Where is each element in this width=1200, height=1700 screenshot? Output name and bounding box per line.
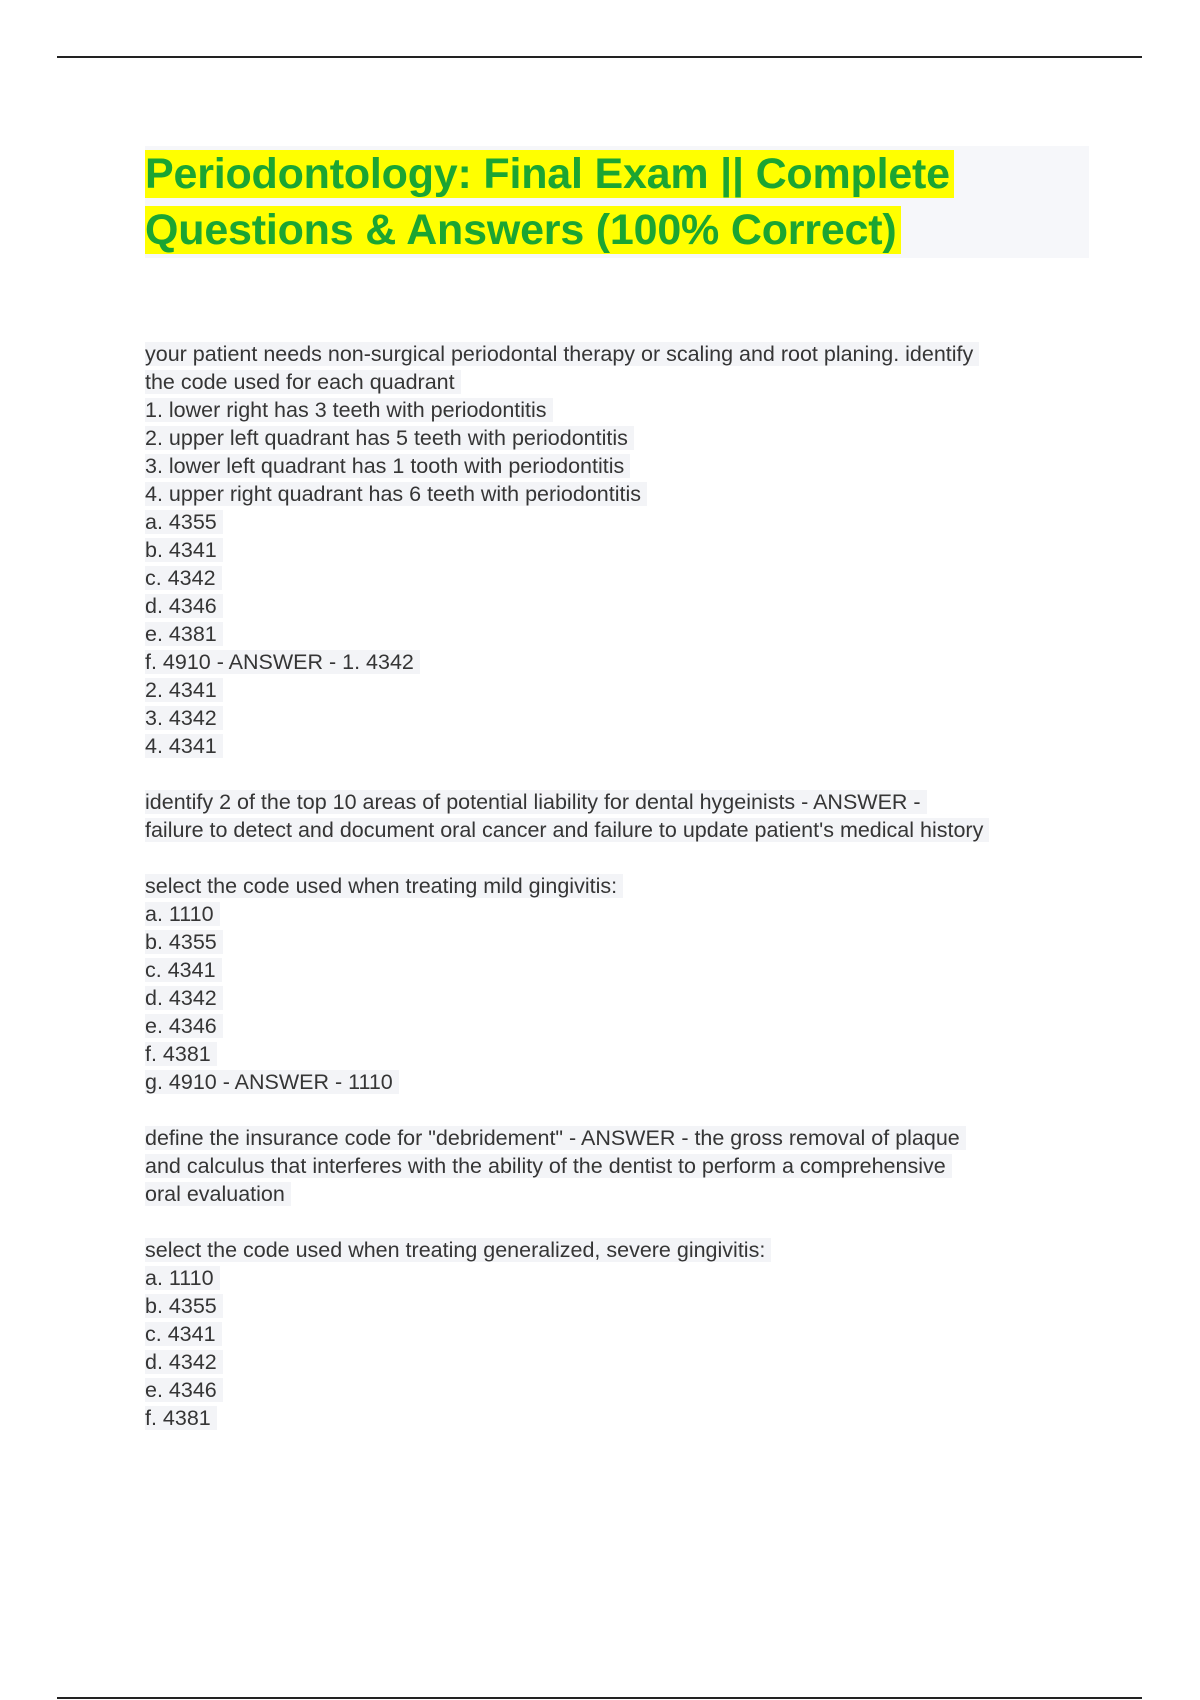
qa-line-text: define the insurance code for "debridement" - ANSWER - the gross removal of plaque [145, 1126, 966, 1150]
qa-line-text: f. 4910 - ANSWER - 1. 4342 [145, 650, 420, 674]
qa-line-text: e. 4346 [145, 1378, 223, 1402]
qa-line-text: e. 4346 [145, 1014, 223, 1038]
qa-line [145, 816, 1105, 844]
qa-line-text: 2. 4341 [145, 678, 223, 702]
document-body [145, 340, 1105, 1460]
qa-line-text: select the code used when treating generalized, severe gingivitis: [145, 1238, 771, 1262]
title-line-2: Questions & Answers (100% Correct) [145, 206, 901, 254]
qa-line-text: c. 4341 [145, 1322, 222, 1346]
qa-line [145, 1404, 1105, 1432]
qa-line [145, 732, 1105, 760]
qa-item [145, 1236, 1105, 1432]
qa-line [145, 1152, 1105, 1180]
qa-line-text: b. 4355 [145, 930, 223, 954]
footer-rule [57, 1697, 1142, 1699]
qa-line-text: 2. upper left quadrant has 5 teeth with periodontitis [145, 426, 634, 450]
qa-line [145, 1264, 1105, 1292]
qa-line [145, 900, 1105, 928]
qa-line [145, 592, 1105, 620]
qa-line [145, 1376, 1105, 1404]
qa-line-text: 4. 4341 [145, 734, 223, 758]
qa-item [145, 340, 1105, 760]
qa-line-text: oral evaluation [145, 1182, 291, 1206]
qa-line [145, 1236, 1105, 1264]
qa-line [145, 872, 1105, 900]
qa-line [145, 564, 1105, 592]
header-rule [57, 56, 1142, 58]
qa-line-text: 1. lower right has 3 teeth with periodontitis [145, 398, 553, 422]
qa-line-text: select the code used when treating mild gingivitis: [145, 874, 623, 898]
qa-line [145, 676, 1105, 704]
qa-line-text: d. 4342 [145, 986, 223, 1010]
qa-line-text: 3. lower left quadrant has 1 tooth with periodontitis [145, 454, 630, 478]
qa-line-text: g. 4910 - ANSWER - 1110 [145, 1070, 399, 1094]
qa-line-text: c. 4341 [145, 958, 222, 982]
qa-line-text: the code used for each quadrant [145, 370, 461, 394]
qa-line-text: 4. upper right quadrant has 6 teeth with periodontitis [145, 482, 647, 506]
qa-line [145, 1180, 1105, 1208]
qa-line-text: a. 4355 [145, 510, 223, 534]
qa-line-text: b. 4341 [145, 538, 223, 562]
qa-item [145, 1124, 1105, 1208]
qa-line-text: a. 1110 [145, 902, 220, 926]
document-title [145, 146, 1089, 258]
qa-line [145, 1292, 1105, 1320]
qa-line [145, 788, 1105, 816]
qa-line [145, 396, 1105, 424]
qa-line-text: and calculus that interferes with the ability of the dentist to perform a comprehensive [145, 1154, 952, 1178]
qa-line-text: d. 4342 [145, 1350, 223, 1374]
qa-line-text: 3. 4342 [145, 706, 223, 730]
qa-line [145, 368, 1105, 396]
qa-line [145, 620, 1105, 648]
qa-line [145, 340, 1105, 368]
qa-line-text: b. 4355 [145, 1294, 223, 1318]
qa-line-text: failure to detect and document oral cancer and failure to update patient's medical history [145, 818, 989, 842]
qa-line-text: d. 4346 [145, 594, 223, 618]
qa-line-text: e. 4381 [145, 622, 223, 646]
qa-line [145, 536, 1105, 564]
qa-line-text: c. 4342 [145, 566, 222, 590]
title-line-1: Periodontology: Final Exam || Complete [145, 150, 954, 198]
qa-item [145, 788, 1105, 844]
qa-line [145, 956, 1105, 984]
qa-line [145, 648, 1105, 676]
qa-line-text: a. 1110 [145, 1266, 220, 1290]
qa-item [145, 872, 1105, 1096]
qa-line [145, 1320, 1105, 1348]
qa-line [145, 704, 1105, 732]
qa-line [145, 1040, 1105, 1068]
qa-line-text: f. 4381 [145, 1406, 217, 1430]
qa-line [145, 1068, 1105, 1096]
qa-line [145, 480, 1105, 508]
qa-line [145, 1012, 1105, 1040]
qa-line [145, 928, 1105, 956]
qa-line [145, 1124, 1105, 1152]
qa-line [145, 452, 1105, 480]
qa-line [145, 1348, 1105, 1376]
qa-line [145, 984, 1105, 1012]
qa-line-text: identify 2 of the top 10 areas of potential liability for dental hygeinists - ANSWER - [145, 790, 927, 814]
qa-line-text: your patient needs non-surgical periodontal therapy or scaling and root planing. identify [145, 342, 979, 366]
qa-line-text: f. 4381 [145, 1042, 217, 1066]
qa-line [145, 424, 1105, 452]
qa-line [145, 508, 1105, 536]
